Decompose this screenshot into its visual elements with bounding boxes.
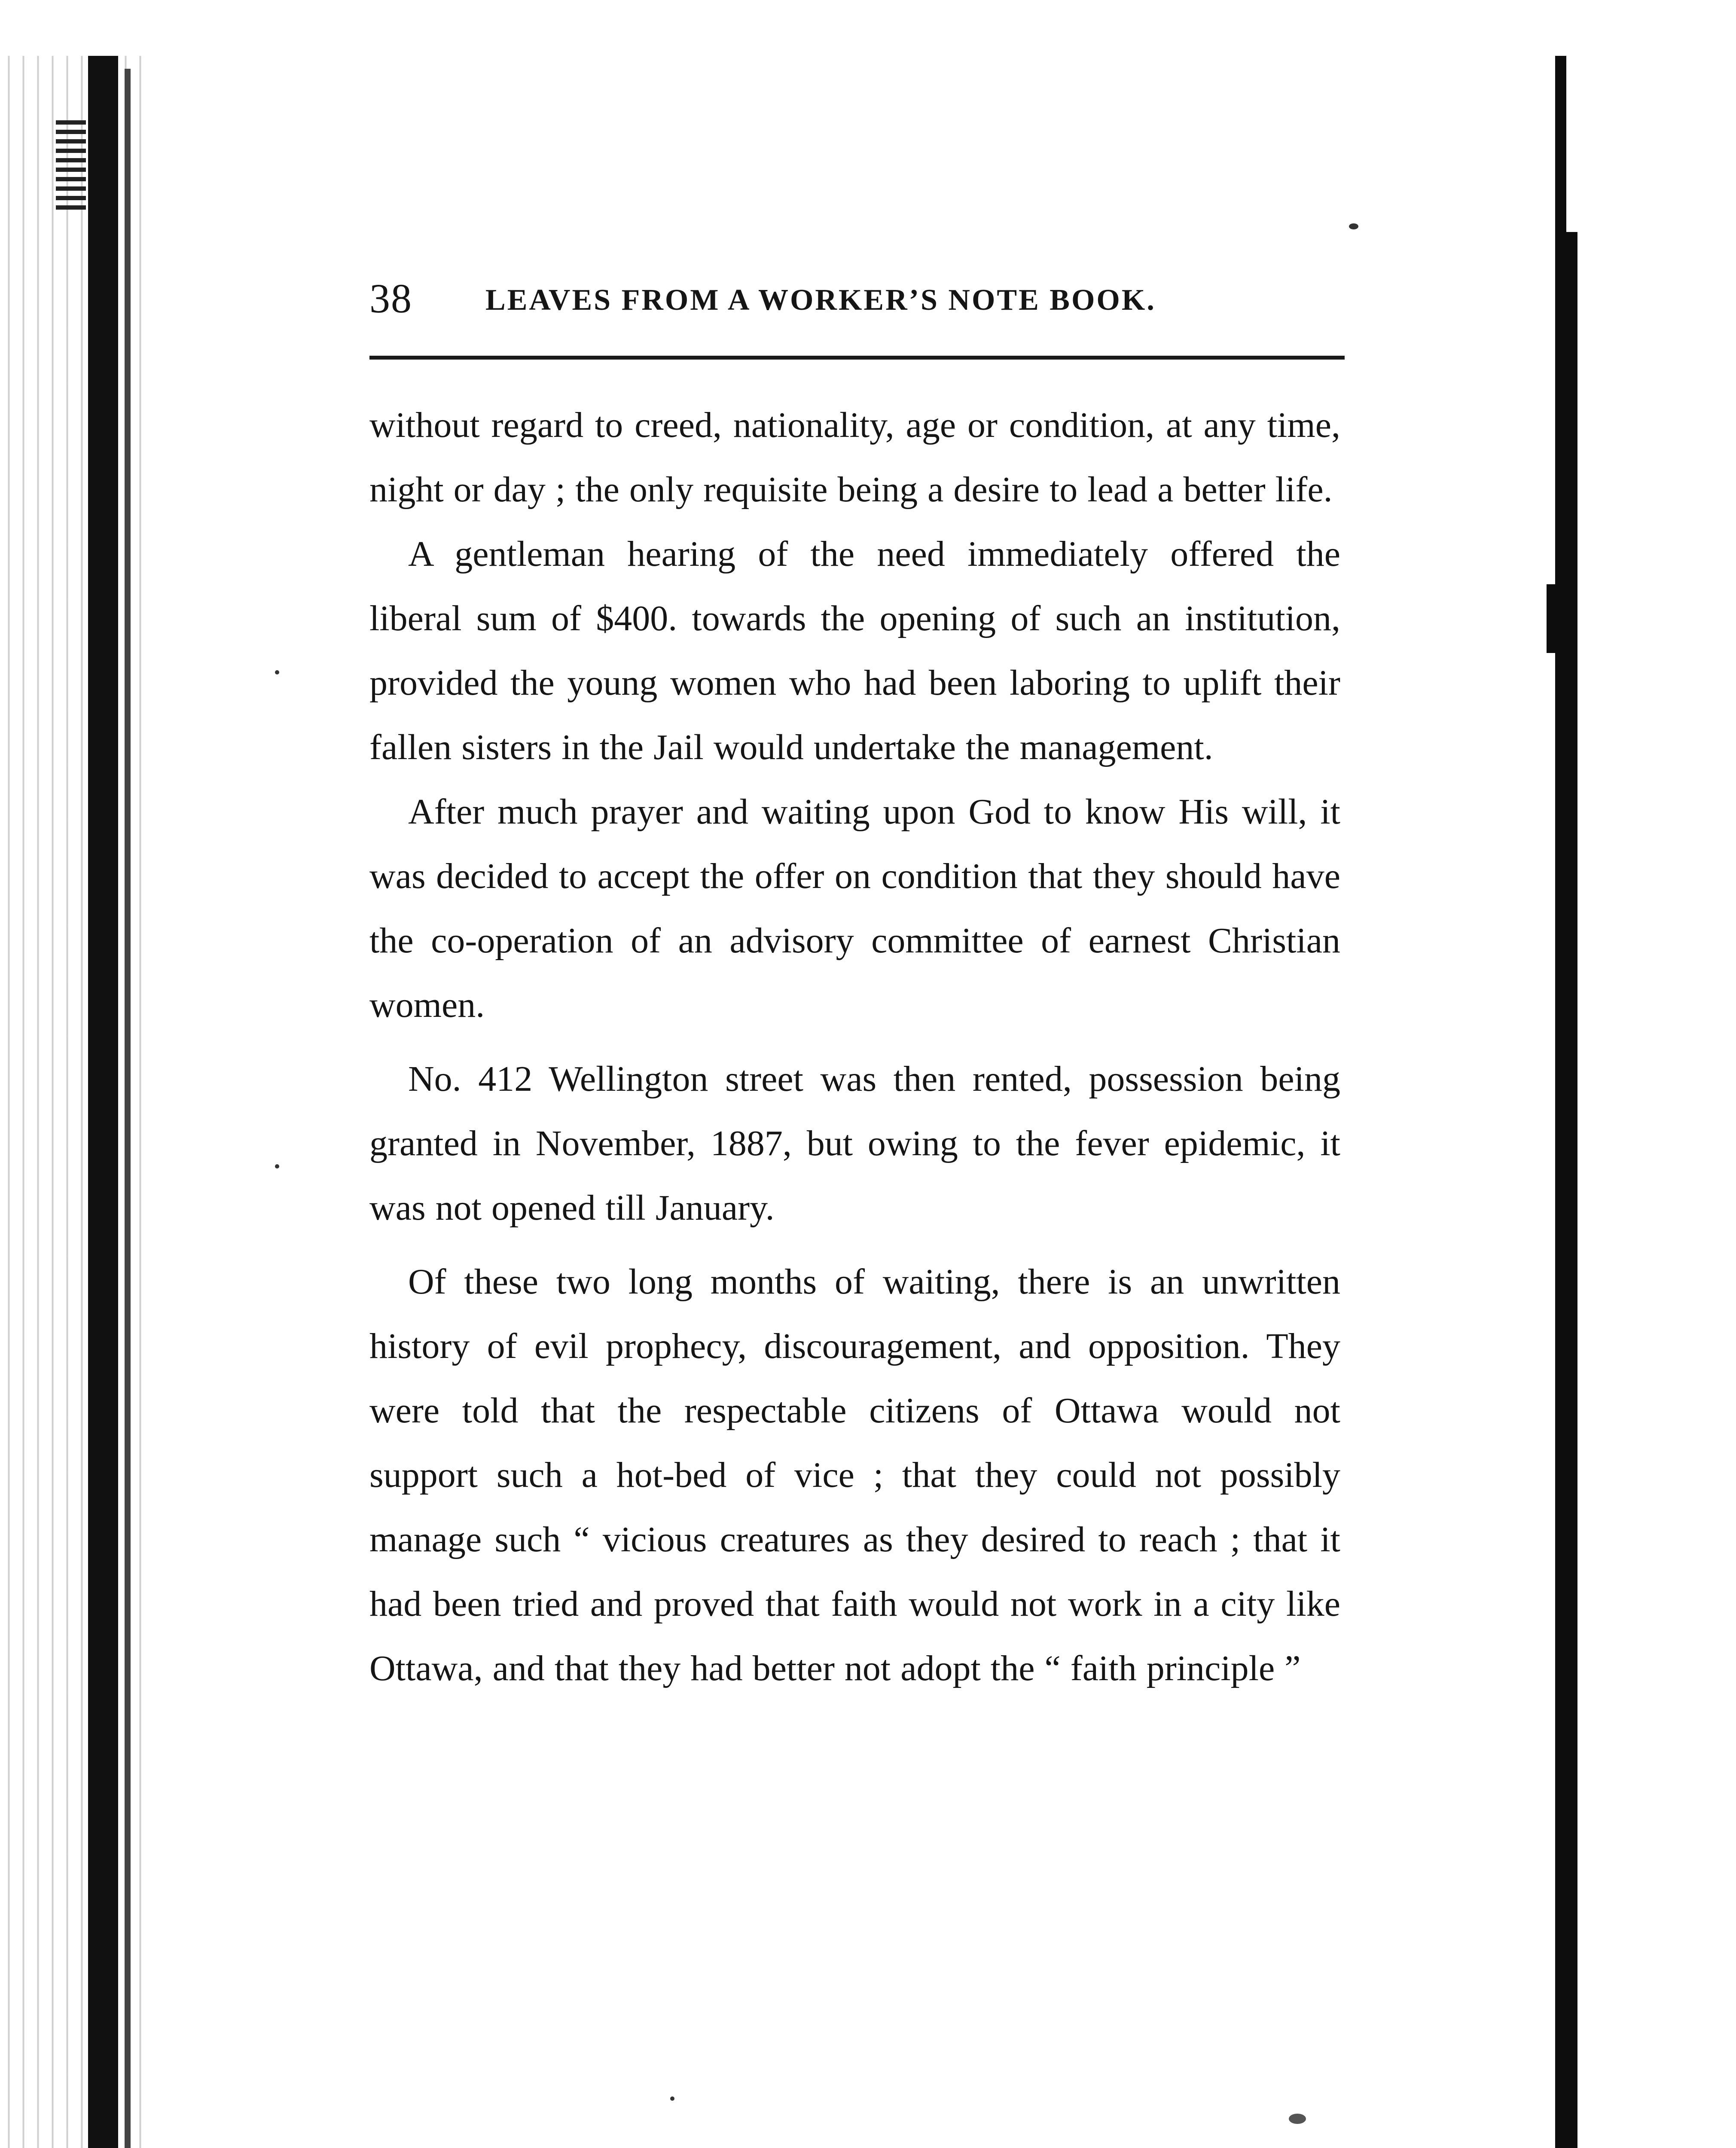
page-edge-right-shadow: [1555, 232, 1577, 2148]
paragraph: Of these two long months of waiting, there is an unwritten history of evil prophecy, discouragement, and opposition. They were told that the respectable citizens of Ottawa would not support such a hot-bed of vice ; that they could not possibly manage such “ vicious creatures as they desired to reach ; that it had been tried and proved that faith would not work in a city like Ottawa, and that they had better not adopt the “ faith principle ”: [369, 1262, 1340, 1688]
paragraph: No. 412 Wellington street was then rented, possession being granted in November, 1887, but owing to the fever epidemic, it was not opened till January.: [369, 1059, 1340, 1228]
ink-speck: [275, 670, 279, 674]
paragraph: without regard to creed, nationality, age or condition, at any time, night or day ; the only requisite being a desire to lead a better life.: [369, 405, 1340, 510]
page-edge-notch: [1547, 584, 1564, 653]
paragraph: After much prayer and waiting upon God to know His will, it was decided to accept the offer on condition that they should have the co-operation of an advisory committee of earnest Christian women.: [369, 792, 1340, 1025]
binding-edge-line: [125, 69, 131, 2148]
ink-speck: [1349, 223, 1358, 229]
body-text: [369, 393, 1340, 1701]
header-rule: [369, 356, 1345, 360]
scan-edge-shadow: [0, 56, 142, 2148]
ink-speck: [670, 2096, 674, 2101]
ink-speck: [275, 1164, 279, 1169]
page-number: 38: [369, 275, 412, 321]
binding-edge: [88, 56, 118, 2148]
running-head: [369, 275, 1340, 322]
paragraph: A gentleman hearing of the need immediately offered the liberal sum of $400. towards the opening of such an institution, provided the young women who had been laboring to uplift their fallen sisters in the Jail would undertake the management.: [369, 534, 1340, 767]
scan-edge-marks: [56, 120, 86, 215]
running-title: LEAVES FROM A WORKER’S NOTE BOOK.: [485, 284, 1156, 317]
ink-speck: [1289, 2114, 1306, 2124]
